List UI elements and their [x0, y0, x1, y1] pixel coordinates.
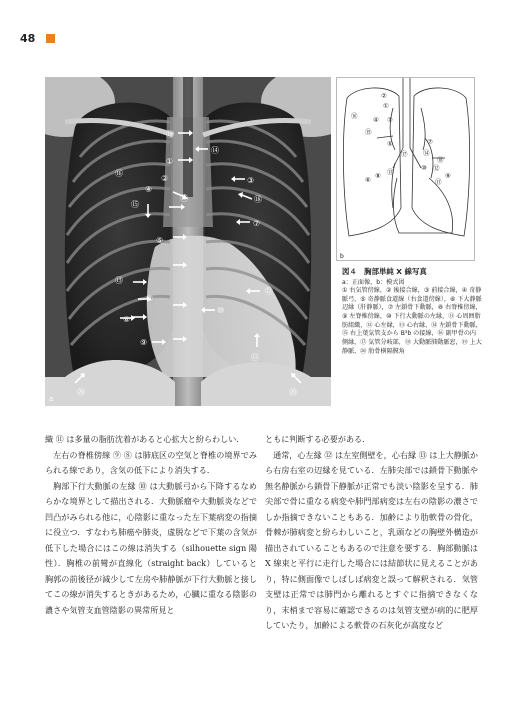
- page-number: 48: [20, 32, 36, 45]
- schematic-label-9: ⑨: [445, 172, 451, 180]
- schematic-label-7: ⑦: [427, 138, 433, 146]
- left-paragraph-1: 織 ⑪ は多量の脂肪沈着があると心拡大と紛らわしい．: [45, 434, 245, 444]
- xray-label-14: ⑭: [211, 146, 219, 155]
- schematic-diagram: [336, 77, 475, 261]
- schematic-label-14: ⑭: [423, 149, 430, 157]
- schematic-label-1: ①: [383, 102, 389, 110]
- page-accent-square: [46, 34, 55, 43]
- xray-label-8: ⑧: [146, 294, 154, 303]
- left-paragraph-3: 胸部下行大動脈の左縁 ⑩ は大動脈弓から下降するなめらかな境界として描出される．大動脈瘤や大動脈炎などで凹凸がみられる他に，心陰影に重なった左下葉病変の指摘に役立つ．すなわち肺癌や肺炎，虚脱などで下葉の含気が低下した場合にはこの線は消失する（silhouette sign 陽性）．胸椎の前彎が直線化（straight back）していると胸郭の前後径が減少して左房や肺静脈が下行大動脈と接してこの線が消失するときがあるため，心臓に重なる陰影の濃さや気管支血管陰影の異常所見と: [45, 480, 257, 615]
- schematic-label-15: ⑮: [365, 128, 372, 136]
- schematic-label-2: ②: [381, 92, 387, 100]
- right-paragraph-1: ともに判断する必要がある．: [265, 434, 371, 444]
- right-paragraph-2: 通常，心左縁 ⑫ は左室側壁を，心右縁 ⑬ は上大静脈から右房右室の辺縁を見ている．左肺尖部では鎖骨下動脈や無名静脈から鎖骨下静脈が正常でも淡い陰影を呈する．肺尖部で骨に重なる病変や肺門部病変は左右の陰影の濃さでしか指摘できないこともある．加齢により肋軟骨の骨化，骨棘が肺病変と紛らわしいこと，乳頭などの胸壁外構造が描出されていることもあるので注意を要する．胸部動脈は X 線束と平行に走行した場合には結節状に見えることがあり，特に側面像でしばしば病変と誤って解釈される．気管支壁は正常では肺門から離れるとすぐに指摘できなくなり，末梢まで容易に確認できるのは気管支壁が病的に肥厚していたり，加齢による軟骨の石灰化が高度など: [265, 449, 478, 631]
- figure-caption: [342, 267, 482, 356]
- xray-label-19: ⑲: [166, 130, 174, 139]
- schematic-label-10: ⑩: [421, 164, 427, 172]
- caption-body: ① 右気管傍線，② 後接合線，③ 前接合線，④ 奇静脈弓，⑤ 奇静脈食道線（右食道傍線），⑥ 下大静脈辺縁（肝静脈），⑦ 左鎖骨下動脈，⑧ 右脊椎傍線，⑨ 左脊椎傍線，⑩ 下行大動脈の左縁，⑪ 心周囲脂肪組織，⑫ 心左縁，⑬ 心右縁，⑭ 左鎖骨下動脈，⑮ 右上葉気管支から B³b の接線，⑯ 副甲骨の内側縁，⑰ 気管分岐部，⑱ 大動脈肺動脈窓，⑲ 上大静脈，⑳ 肋骨横隔膜角: [342, 287, 482, 355]
- panel-a-tag: a: [49, 395, 54, 403]
- xray-label-17: ⑰: [180, 194, 188, 203]
- body-text-right-column: [265, 432, 478, 634]
- xray-label-20-right: ⑳: [289, 388, 297, 397]
- xray-label-3: ③: [247, 176, 255, 185]
- schematic-label-13: ⑬: [387, 168, 394, 176]
- schematic-label-4: ④: [373, 116, 379, 124]
- xray-label-11: ⑪: [251, 353, 259, 362]
- caption-subtitle: a：正面像，b：模式図: [342, 278, 405, 286]
- xray-label-2: ②: [161, 174, 169, 183]
- xray-label-18: ⑱: [254, 195, 262, 204]
- xray-label-10: ⑩: [217, 306, 225, 315]
- xray-drawing: [45, 77, 331, 406]
- xray-label-1: ①: [166, 157, 174, 166]
- schematic-label-16: ⑯: [351, 112, 358, 120]
- xray-label-5: ⑤: [156, 236, 164, 245]
- schematic-label-17: ⑰: [401, 150, 408, 158]
- schematic-label-18: ⑱: [437, 156, 444, 164]
- xray-label-20-left: ⑳: [77, 388, 85, 397]
- schematic-label-6: ⑥: [365, 176, 371, 184]
- chest-xray-image: [45, 77, 331, 406]
- xray-label-13: ⑬: [115, 276, 123, 285]
- schematic-label-5: ⑤: [387, 140, 393, 148]
- xray-label-9: ⑨: [140, 338, 148, 347]
- schematic-label-11: ⑪: [435, 178, 442, 186]
- left-paragraph-2: 左右の脊椎傍線 ⑨ ⑧ は肺底区の空気と脊椎の境界でみられる線であり，含気の低下により消失する．: [45, 449, 257, 476]
- xray-label-12: ⑫: [265, 287, 273, 296]
- schematic-label-12: ⑫: [433, 164, 440, 172]
- schematic-drawing: [337, 78, 476, 262]
- schematic-label-8: ⑧: [375, 172, 381, 180]
- schematic-label-3: ③: [387, 116, 393, 124]
- body-text-left-column: [45, 432, 257, 618]
- xray-label-15: ⑮: [131, 200, 139, 209]
- panel-b-tag: b: [340, 253, 344, 260]
- xray-label-4: ④: [145, 185, 153, 194]
- xray-label-6: ⑥: [123, 315, 131, 324]
- caption-title: 図４ 胸部単純 X 線写真: [342, 267, 427, 276]
- xray-label-16: ⑯: [115, 169, 123, 178]
- xray-label-7: ⑦: [253, 219, 261, 228]
